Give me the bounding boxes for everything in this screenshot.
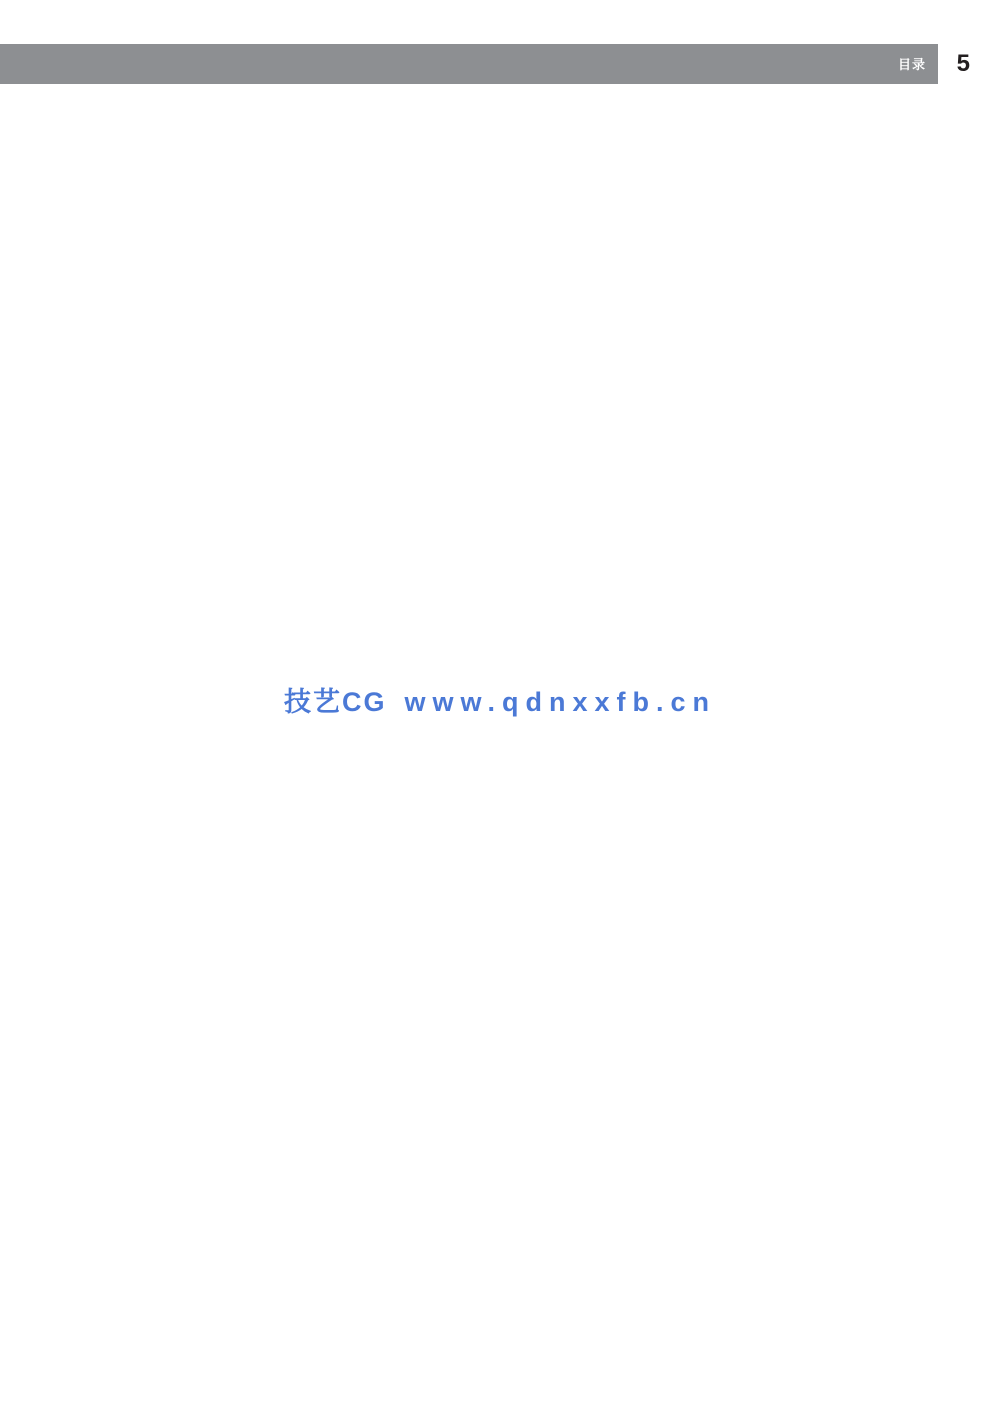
toc-entry[interactable] [540,514,900,549]
watermark-url: www.qdnxxfb.cn [404,687,716,717]
toc-entry[interactable] [120,554,480,589]
toc-column-right [540,130,900,549]
toc-entry-page [540,130,1000,1406]
header-section-label: 目录 [897,57,926,72]
watermark [0,680,1000,719]
page-number: 5 [956,50,970,77]
header-band [0,44,1000,84]
toc-column-left [120,130,480,589]
watermark-brand: 技艺CG [283,687,387,717]
